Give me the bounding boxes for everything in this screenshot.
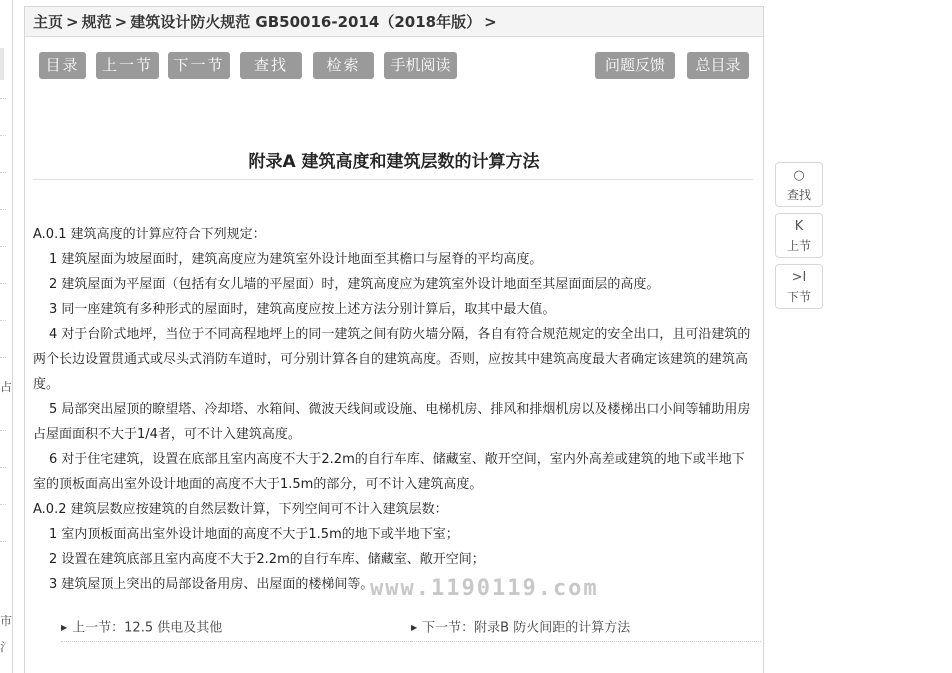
side-next-label: 下节	[786, 290, 811, 304]
sidebar-divider	[0, 98, 6, 99]
page-title: 附录A 建筑高度和建筑层数的计算方法	[248, 152, 540, 172]
content-panel	[24, 6, 764, 673]
breadcrumb	[25, 7, 763, 37]
side-prev-label: 上节	[786, 239, 811, 253]
prev-section-button[interactable]: 上一节	[96, 52, 159, 79]
side-next-button[interactable]	[775, 264, 823, 309]
sidebar-divider	[0, 320, 6, 321]
title-divider	[33, 179, 753, 180]
sidebar-glyph: 市	[0, 614, 13, 628]
sidebar-divider	[0, 504, 6, 505]
breadcrumb-section[interactable]: 规范	[81, 13, 112, 31]
sidebar-divider	[0, 172, 6, 173]
clause-item: 6 对于住宅建筑，设置在底部且室内高度不大于2.2m的自行车库、储藏室、敞开空间，室内外高差或建筑的地下或半地下室的顶板面高出室外设计地面的高度不大于1.5m的部分，可不计入建筑高度。	[33, 452, 745, 492]
sidebar-glyph: 占	[0, 380, 13, 394]
feedback-button[interactable]: 问题反馈	[595, 52, 675, 79]
mobile-reading-button[interactable]: 手机阅读	[384, 52, 457, 79]
clause-item: 1 室内顶板面高出室外设计地面的高度不大于1.5m的地下或半地下室；	[49, 527, 459, 542]
next-section-link[interactable]	[411, 617, 630, 639]
side-prev-button[interactable]	[775, 213, 823, 258]
side-find-button[interactable]	[775, 162, 823, 207]
toc-button[interactable]: 目录	[39, 52, 86, 79]
clause-heading: A.0.2 建筑层数应按建筑的自然层数计算，下列空间可不计入建筑层数：	[33, 502, 448, 517]
next-section-label: 下一节：附录B 防火间距的计算方法	[422, 620, 631, 636]
clause-item: 5 局部突出屋顶的瞭望塔、冷却塔、水箱间、微波天线间或设施、电梯机房、排风和排烟机房以及楼梯出口小间等辅助用房占屋面面积不大于1/4者，可不计入建筑高度。	[33, 402, 751, 442]
breadcrumb-document[interactable]: 建筑设计防火规范 GB50016-2014（2018年版）	[130, 13, 482, 31]
search-button[interactable]: 检索	[313, 52, 374, 79]
sidebar-divider	[0, 209, 6, 210]
sidebar-divider	[0, 467, 6, 468]
clause-item: 4 对于台阶式地坪，当位于不同高程地坪上的同一建筑之间有防火墙分隔，各自有符合规范规定的安全出口，且可沿建筑的两个长边设置贯通式或尽头式消防车道时，可分别计算各自的建筑高度。否则，应按其中建筑高度最大者确定该建筑的建筑高度。	[33, 327, 751, 392]
breadcrumb-separator: >	[66, 13, 79, 31]
search-icon: ○	[793, 168, 805, 183]
triangle-right-icon: ▶	[61, 623, 68, 632]
prev-section-link[interactable]	[61, 617, 222, 639]
article-body	[33, 222, 755, 597]
clause-item: 2 建筑屋面为平屋面（包括有女儿墙的平屋面）时，建筑高度应为建筑室外设计地面至其屋面面层的高度。	[49, 277, 660, 292]
clause-item: 2 设置在建筑底部且室内高度不大于2.2m的自行车库、储藏室、敞开空间；	[49, 552, 485, 567]
side-find-label: 查找	[786, 188, 811, 202]
sidebar-divider	[0, 430, 6, 431]
pager-divider	[61, 641, 411, 642]
clause-heading: A.0.1 建筑高度的计算应符合下列规定：	[33, 227, 266, 242]
breadcrumb-home[interactable]: 主页	[33, 13, 64, 31]
triangle-right-icon: ▶	[411, 623, 418, 632]
clause-item: 3 同一座建筑有多种形式的屋面时，建筑高度应按上述方法分别计算后，取其中最大值。	[49, 302, 556, 317]
next-section-button[interactable]: 下一节	[168, 52, 230, 79]
sidebar-divider	[0, 541, 6, 542]
breadcrumb-separator: >	[484, 13, 497, 31]
breadcrumb-separator: >	[114, 13, 128, 31]
next-section-icon: >I	[791, 270, 807, 285]
left-sidebar	[0, 0, 13, 673]
sidebar-divider	[0, 283, 6, 284]
sidebar-scroll-block[interactable]	[0, 48, 4, 80]
prev-section-label: 上一节：12.5 供电及其他	[72, 620, 223, 636]
clause-item: 1 建筑屋面为坡屋面时，建筑高度应为建筑室外设计地面至其檐口与屋脊的平均高度。	[49, 252, 543, 267]
sidebar-divider	[0, 246, 6, 247]
master-toc-button[interactable]: 总目录	[687, 52, 749, 79]
sidebar-glyph: 氵	[0, 640, 13, 654]
clause-item: 3 建筑屋顶上突出的局部设备用房、出屋面的楼梯间等。	[49, 577, 374, 592]
sidebar-divider	[0, 135, 6, 136]
sidebar-divider	[0, 357, 6, 358]
pager-divider	[411, 641, 761, 642]
find-button[interactable]: 查找	[240, 52, 302, 79]
site-watermark: www.1190119.com	[370, 576, 599, 601]
prev-section-icon: K	[794, 219, 804, 234]
